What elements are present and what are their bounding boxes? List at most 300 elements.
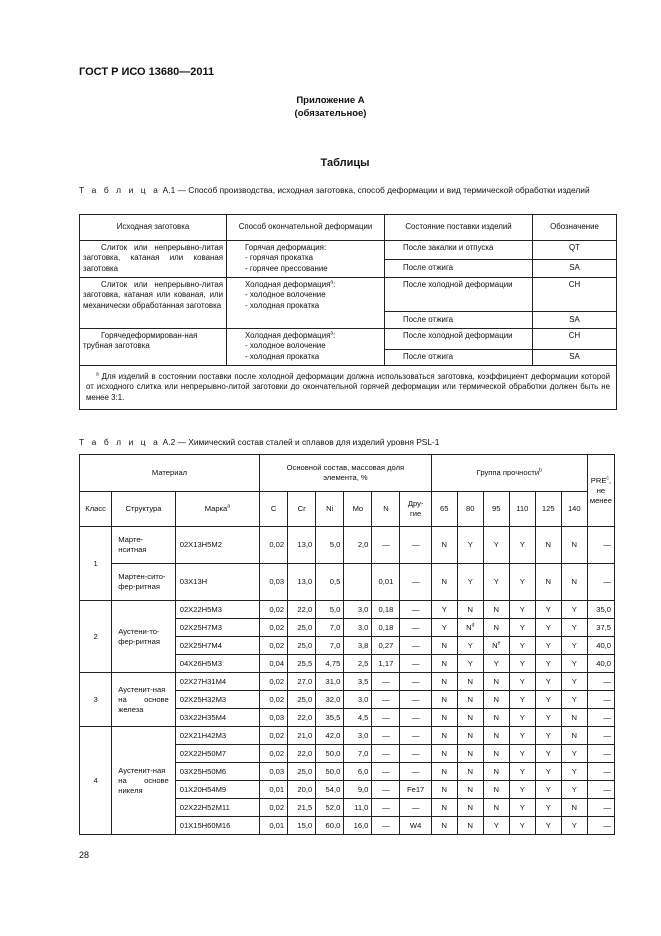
group-cell bbox=[431, 727, 457, 745]
value-cell: Fe17 bbox=[400, 781, 431, 799]
billet-cell: Слиток или непрерывно-литая заготовка, катаная или кованая заготовка bbox=[80, 241, 227, 278]
group-value: N bbox=[441, 676, 447, 686]
group-value: N bbox=[441, 820, 447, 830]
column-header: Исходная заготовка bbox=[80, 215, 227, 241]
group-cell bbox=[535, 601, 561, 619]
group-cell bbox=[483, 709, 509, 727]
group-value: Y bbox=[545, 820, 551, 830]
pre-cell: — bbox=[587, 709, 614, 727]
strength-group-header bbox=[431, 455, 587, 492]
pre-cell: — bbox=[587, 745, 614, 763]
group-cell bbox=[535, 727, 561, 745]
element-header: Mo bbox=[344, 492, 372, 527]
group-value: N bbox=[467, 712, 473, 722]
table-row bbox=[80, 673, 615, 691]
structure-cell: Мартен-сито-фер-ритная bbox=[112, 564, 175, 601]
group-value: Y bbox=[519, 676, 525, 686]
class-cell: 2 bbox=[80, 601, 112, 673]
group-cell bbox=[457, 799, 483, 817]
pre-cell: — bbox=[587, 691, 614, 709]
group-cell bbox=[457, 601, 483, 619]
value-cell: 5,0 bbox=[316, 601, 344, 619]
value-cell: 0,03 bbox=[260, 709, 288, 727]
group-value: Y bbox=[545, 712, 551, 722]
group-value: N bbox=[441, 640, 447, 650]
group-cell bbox=[509, 691, 535, 709]
group-cell bbox=[561, 655, 587, 673]
method-cell bbox=[227, 278, 385, 329]
value-cell: — bbox=[372, 727, 400, 745]
group-value: Y bbox=[545, 694, 551, 704]
caption-text: А.1 — Способ производства, исходная заготовка, способ деформации и вид термической обработки изделий bbox=[160, 185, 590, 195]
method-title: Холодная деформация bbox=[245, 280, 331, 289]
table-row bbox=[80, 727, 615, 745]
element-header: Ni bbox=[316, 492, 344, 527]
value-cell: 0,04 bbox=[260, 655, 288, 673]
value-cell: 0,02 bbox=[260, 691, 288, 709]
value-cell: 0,02 bbox=[260, 601, 288, 619]
group-cell bbox=[509, 817, 535, 835]
value-cell: 32,0 bbox=[316, 691, 344, 709]
value-cell: 0,02 bbox=[260, 799, 288, 817]
value-cell: 3,0 bbox=[344, 727, 372, 745]
value-cell: 22,0 bbox=[288, 745, 316, 763]
group-cell bbox=[431, 745, 457, 763]
value-cell: 0,5 bbox=[316, 564, 344, 601]
value-cell: 0,02 bbox=[260, 673, 288, 691]
value-cell: 11,0 bbox=[344, 799, 372, 817]
table-row bbox=[80, 329, 617, 350]
group-value: Y bbox=[571, 676, 577, 686]
structure-cell: Аустенит-ная на основе железа bbox=[112, 673, 175, 727]
method-line: - холодное волочение bbox=[245, 290, 326, 300]
group-cell bbox=[483, 763, 509, 781]
group-value: Y bbox=[519, 712, 525, 722]
method-line: - горячая прокатка bbox=[245, 253, 313, 263]
grade-cell: 02Х25Н32М3 bbox=[175, 691, 259, 709]
method-line: - холодная прокатка bbox=[245, 351, 320, 361]
group-value: Y bbox=[519, 694, 525, 704]
group-value: Y bbox=[467, 640, 473, 650]
value-cell: 4,5 bbox=[344, 709, 372, 727]
value-cell: 52,0 bbox=[316, 799, 344, 817]
group-value: Y bbox=[467, 577, 473, 586]
group-value: Y bbox=[441, 604, 447, 614]
value-cell: — bbox=[400, 727, 431, 745]
condition-cell: После отжига bbox=[385, 350, 533, 366]
billet-cell: Слиток или непрерывно-литая заготовка, катаная или кованая, или механически обработанная заготовка bbox=[80, 278, 227, 329]
group-cell bbox=[535, 763, 561, 781]
value-cell: 54,0 bbox=[316, 781, 344, 799]
value-cell: 50,0 bbox=[316, 763, 344, 781]
group-cell bbox=[535, 691, 561, 709]
pre-cell: — bbox=[587, 527, 614, 564]
group-cell bbox=[509, 727, 535, 745]
pre-header bbox=[587, 455, 614, 527]
group-value: Y bbox=[519, 730, 525, 740]
value-cell: — bbox=[400, 601, 431, 619]
group-cell bbox=[457, 527, 483, 564]
value-cell bbox=[344, 564, 372, 601]
value-cell: 5,0 bbox=[316, 527, 344, 564]
value-cell: 4,75 bbox=[316, 655, 344, 673]
group-cell bbox=[535, 619, 561, 637]
group-cell bbox=[431, 781, 457, 799]
group-value: N bbox=[493, 730, 499, 740]
value-cell: 0,18 bbox=[372, 601, 400, 619]
group-value: N bbox=[467, 604, 473, 614]
group-value: Y bbox=[519, 640, 525, 650]
value-cell: — bbox=[372, 745, 400, 763]
group-value: Y bbox=[545, 676, 551, 686]
caption-prefix: Т а б л и ц а bbox=[79, 185, 161, 195]
grade-cell: 02Х25Н7М3 bbox=[175, 619, 259, 637]
footnote-mark: e bbox=[497, 639, 501, 646]
group-value: N bbox=[493, 604, 499, 614]
group-value: N bbox=[466, 622, 472, 632]
value-cell: 25,0 bbox=[288, 691, 316, 709]
group-header: 65 bbox=[431, 492, 457, 527]
group-value: N bbox=[467, 820, 473, 830]
group-cell bbox=[431, 637, 457, 655]
group-value: Y bbox=[571, 694, 577, 704]
header-row bbox=[80, 215, 617, 241]
group-cell bbox=[535, 564, 561, 601]
grade-header bbox=[175, 492, 259, 527]
group-value: N bbox=[492, 640, 498, 650]
group-value: Y bbox=[545, 766, 551, 776]
value-cell: 7,0 bbox=[344, 745, 372, 763]
footnote-mark: d bbox=[471, 621, 475, 628]
appendix-subtitle: (обязательное) bbox=[294, 108, 367, 119]
group-cell bbox=[431, 691, 457, 709]
value-cell: 0,01 bbox=[260, 781, 288, 799]
value-cell: 3,0 bbox=[344, 691, 372, 709]
value-cell: — bbox=[400, 564, 431, 601]
group-cell bbox=[431, 527, 457, 564]
condition-cell: После закалки и отпуска bbox=[385, 241, 533, 260]
code-cell: CH bbox=[533, 278, 617, 312]
grade-cell: 04Х26Н5М3 bbox=[175, 655, 259, 673]
table-row bbox=[80, 278, 617, 312]
group-cell bbox=[561, 673, 587, 691]
grade-cell: 03Х13Н bbox=[175, 564, 259, 601]
group-value: Y bbox=[493, 820, 499, 830]
structure-cell: Аустенит-ная на основе никеля bbox=[112, 727, 175, 835]
group-cell bbox=[457, 709, 483, 727]
group-cell bbox=[535, 709, 561, 727]
value-cell: 0,03 bbox=[260, 763, 288, 781]
value-cell: — bbox=[400, 709, 431, 727]
appendix-title: Приложение А bbox=[296, 95, 365, 106]
value-cell: W4 bbox=[400, 817, 431, 835]
group-value: N bbox=[441, 540, 447, 549]
caption-prefix: Т а б л и ц а bbox=[79, 437, 161, 447]
group-value: Y bbox=[467, 540, 473, 549]
group-value: Y bbox=[571, 658, 577, 668]
value-cell: 13,0 bbox=[288, 527, 316, 564]
footnote-text: Для изделий в состоянии поставки после холодной деформации должна использоваться заготовка, коэффициент деформации которой от исходного слитка или непрерывно-литой заготовки до окончательной горячей деформации или термической обработки должен быть не менее 3:1. bbox=[86, 371, 610, 402]
method-title: Холодная деформация bbox=[245, 331, 331, 340]
value-cell: 7,0 bbox=[316, 637, 344, 655]
value-cell: — bbox=[400, 799, 431, 817]
group-cell bbox=[483, 564, 509, 601]
group-value: N bbox=[493, 748, 499, 758]
group-value: Y bbox=[545, 640, 551, 650]
group-value: N bbox=[441, 784, 447, 794]
element-header: Cr bbox=[288, 492, 316, 527]
method-cell bbox=[227, 329, 385, 366]
value-cell: 0,27 bbox=[372, 637, 400, 655]
group-cell bbox=[561, 781, 587, 799]
group-cell bbox=[457, 763, 483, 781]
pre-tail: , не менее bbox=[589, 475, 612, 505]
pre-cell: — bbox=[587, 727, 614, 745]
pre-cell: — bbox=[587, 817, 614, 835]
group-cell bbox=[431, 619, 457, 637]
element-header: C bbox=[260, 492, 288, 527]
value-cell: 25,0 bbox=[288, 763, 316, 781]
group-cell bbox=[431, 799, 457, 817]
condition-cell: После холодной деформации bbox=[385, 278, 533, 312]
group-cell bbox=[509, 619, 535, 637]
group-value: Y bbox=[493, 540, 499, 549]
value-cell: 35,5 bbox=[316, 709, 344, 727]
method-line: - холодная прокатка bbox=[245, 300, 320, 310]
group-cell bbox=[509, 763, 535, 781]
column-header: Состояние поставки изделий bbox=[385, 215, 533, 241]
group-value: Y bbox=[493, 658, 499, 668]
pre-cell: — bbox=[587, 564, 614, 601]
group-value: Y bbox=[493, 577, 499, 586]
pre-cell: — bbox=[587, 799, 614, 817]
group-value: Y bbox=[519, 766, 525, 776]
condition-cell: После отжига bbox=[385, 260, 533, 278]
group-cell bbox=[509, 799, 535, 817]
group-cell bbox=[561, 799, 587, 817]
value-cell: — bbox=[372, 763, 400, 781]
group-cell bbox=[431, 564, 457, 601]
class-header: Класс bbox=[80, 492, 112, 527]
table-row bbox=[80, 601, 615, 619]
table-a1 bbox=[79, 214, 617, 410]
group-value: Y bbox=[545, 784, 551, 794]
grade-cell: 03Х25Н50М6 bbox=[175, 763, 259, 781]
grade-cell: 01Х20Н54М9 bbox=[175, 781, 259, 799]
group-cell bbox=[509, 601, 535, 619]
composition-header: Основной состав, массовая доля элемента, % bbox=[260, 455, 432, 492]
value-cell: — bbox=[372, 709, 400, 727]
group-value: N bbox=[467, 694, 473, 704]
group-value: Y bbox=[519, 784, 525, 794]
structure-header: Структура bbox=[112, 492, 175, 527]
group-cell bbox=[483, 727, 509, 745]
column-header: Обозначение bbox=[533, 215, 617, 241]
value-cell: 25,0 bbox=[288, 619, 316, 637]
value-cell: 25,5 bbox=[288, 655, 316, 673]
group-value: Y bbox=[467, 658, 473, 668]
group-value: Y bbox=[519, 577, 525, 586]
group-cell bbox=[535, 799, 561, 817]
group-cell bbox=[457, 673, 483, 691]
group-value: Y bbox=[571, 766, 577, 776]
group-cell bbox=[457, 637, 483, 655]
header-row bbox=[80, 455, 615, 492]
value-cell: — bbox=[372, 799, 400, 817]
value-cell: — bbox=[400, 655, 431, 673]
group-value: N bbox=[467, 748, 473, 758]
group-cell bbox=[483, 799, 509, 817]
value-cell: — bbox=[372, 691, 400, 709]
group-header: 80 bbox=[457, 492, 483, 527]
value-cell: 0,02 bbox=[260, 745, 288, 763]
value-cell: 1,17 bbox=[372, 655, 400, 673]
billet-cell: Горячедеформирован-ная трубная заготовка bbox=[80, 329, 227, 366]
footnote-mark: a bbox=[227, 503, 231, 510]
code-cell: SA bbox=[533, 312, 617, 329]
group-value: N bbox=[441, 802, 447, 812]
group-value: N bbox=[441, 712, 447, 722]
group-value: N bbox=[545, 540, 551, 549]
method-cell bbox=[227, 241, 385, 278]
section-title: Таблицы bbox=[320, 157, 370, 169]
group-value: Y bbox=[571, 604, 577, 614]
value-cell: 0,02 bbox=[260, 727, 288, 745]
group-header: 140 bbox=[561, 492, 587, 527]
group-cell bbox=[509, 709, 535, 727]
pre-label: PRE bbox=[590, 475, 607, 485]
group-cell bbox=[561, 709, 587, 727]
group-value: Y bbox=[519, 604, 525, 614]
group-value: Y bbox=[519, 748, 525, 758]
group-header: 95 bbox=[483, 492, 509, 527]
group-cell bbox=[457, 564, 483, 601]
group-value: N bbox=[441, 694, 447, 704]
group-value: Y bbox=[441, 622, 447, 632]
value-cell: 22,0 bbox=[288, 709, 316, 727]
value-cell: — bbox=[400, 763, 431, 781]
group-cell bbox=[535, 655, 561, 673]
group-cell bbox=[483, 655, 509, 673]
group-value: Y bbox=[545, 658, 551, 668]
pre-cell: — bbox=[587, 763, 614, 781]
group-value: Y bbox=[571, 820, 577, 830]
group-cell bbox=[457, 727, 483, 745]
value-cell: 13,0 bbox=[288, 564, 316, 601]
group-value: N bbox=[467, 802, 473, 812]
grade-cell: 02Х22Н52М11 bbox=[175, 799, 259, 817]
group-cell bbox=[535, 527, 561, 564]
value-cell: 2,0 bbox=[344, 527, 372, 564]
group-cell bbox=[535, 817, 561, 835]
group-cell bbox=[561, 619, 587, 637]
value-cell: — bbox=[372, 781, 400, 799]
table-row bbox=[80, 527, 615, 564]
method-tail: : bbox=[333, 280, 336, 289]
group-value: Y bbox=[545, 604, 551, 614]
group-cell bbox=[509, 637, 535, 655]
class-cell: 4 bbox=[80, 727, 112, 835]
caption-text: А.2 — Химический состав сталей и сплавов для изделий уровня PSL-1 bbox=[160, 437, 440, 447]
footnote-row bbox=[80, 366, 617, 410]
value-cell: 42,0 bbox=[316, 727, 344, 745]
group-cell bbox=[535, 745, 561, 763]
group-value: Y bbox=[571, 640, 577, 650]
value-cell: — bbox=[400, 637, 431, 655]
group-cell bbox=[535, 781, 561, 799]
group-header: 110 bbox=[509, 492, 535, 527]
grade-cell: 01Х15Н60М16 bbox=[175, 817, 259, 835]
value-cell: 21,0 bbox=[288, 727, 316, 745]
group-cell bbox=[483, 691, 509, 709]
group-cell bbox=[483, 619, 509, 637]
code-cell: SA bbox=[533, 350, 617, 366]
group-cell bbox=[457, 745, 483, 763]
group-value: N bbox=[493, 622, 499, 632]
group-cell bbox=[561, 745, 587, 763]
element-header: Дру-гие bbox=[400, 492, 431, 527]
group-value: N bbox=[441, 766, 447, 776]
group-cell bbox=[561, 691, 587, 709]
group-cell bbox=[509, 673, 535, 691]
group-cell bbox=[457, 619, 483, 637]
group-value: Y bbox=[571, 784, 577, 794]
value-cell: 0,02 bbox=[260, 527, 288, 564]
method-line: - холодное волочение bbox=[245, 341, 326, 351]
group-value: N bbox=[441, 658, 447, 668]
condition-cell: После холодной деформации bbox=[385, 329, 533, 350]
value-cell: — bbox=[400, 673, 431, 691]
value-cell: 9,0 bbox=[344, 781, 372, 799]
code-cell: CH bbox=[533, 329, 617, 350]
group-value: N bbox=[441, 730, 447, 740]
group-value: N bbox=[467, 784, 473, 794]
pre-cell: 40,0 bbox=[587, 655, 614, 673]
grade-cell: 02Х22Н50М7 bbox=[175, 745, 259, 763]
group-cell bbox=[509, 564, 535, 601]
group-cell bbox=[431, 673, 457, 691]
group-cell bbox=[561, 527, 587, 564]
group-value: N bbox=[493, 694, 499, 704]
group-cell bbox=[431, 817, 457, 835]
value-cell: 0,18 bbox=[372, 619, 400, 637]
group-value: Y bbox=[519, 820, 525, 830]
value-cell: 0,01 bbox=[260, 817, 288, 835]
table-a2 bbox=[79, 454, 615, 835]
group-cell bbox=[457, 781, 483, 799]
group-cell bbox=[431, 655, 457, 673]
group-cell bbox=[509, 781, 535, 799]
group-value: Y bbox=[571, 748, 577, 758]
value-cell: 21,5 bbox=[288, 799, 316, 817]
group-value: N bbox=[467, 730, 473, 740]
value-cell: 0,03 bbox=[260, 564, 288, 601]
table-row bbox=[80, 241, 617, 260]
code-cell: SA bbox=[533, 260, 617, 278]
group-value: N bbox=[571, 802, 578, 812]
footnote-mark: a bbox=[330, 279, 334, 286]
group-value: N bbox=[441, 577, 447, 586]
group-value: N bbox=[467, 676, 473, 686]
value-cell: — bbox=[400, 691, 431, 709]
group-cell bbox=[561, 817, 587, 835]
group-cell bbox=[483, 817, 509, 835]
group-value: Y bbox=[545, 748, 551, 758]
group-cell bbox=[457, 655, 483, 673]
group-value: N bbox=[571, 540, 578, 549]
group-value: N bbox=[493, 766, 499, 776]
value-cell: 3,8 bbox=[344, 637, 372, 655]
